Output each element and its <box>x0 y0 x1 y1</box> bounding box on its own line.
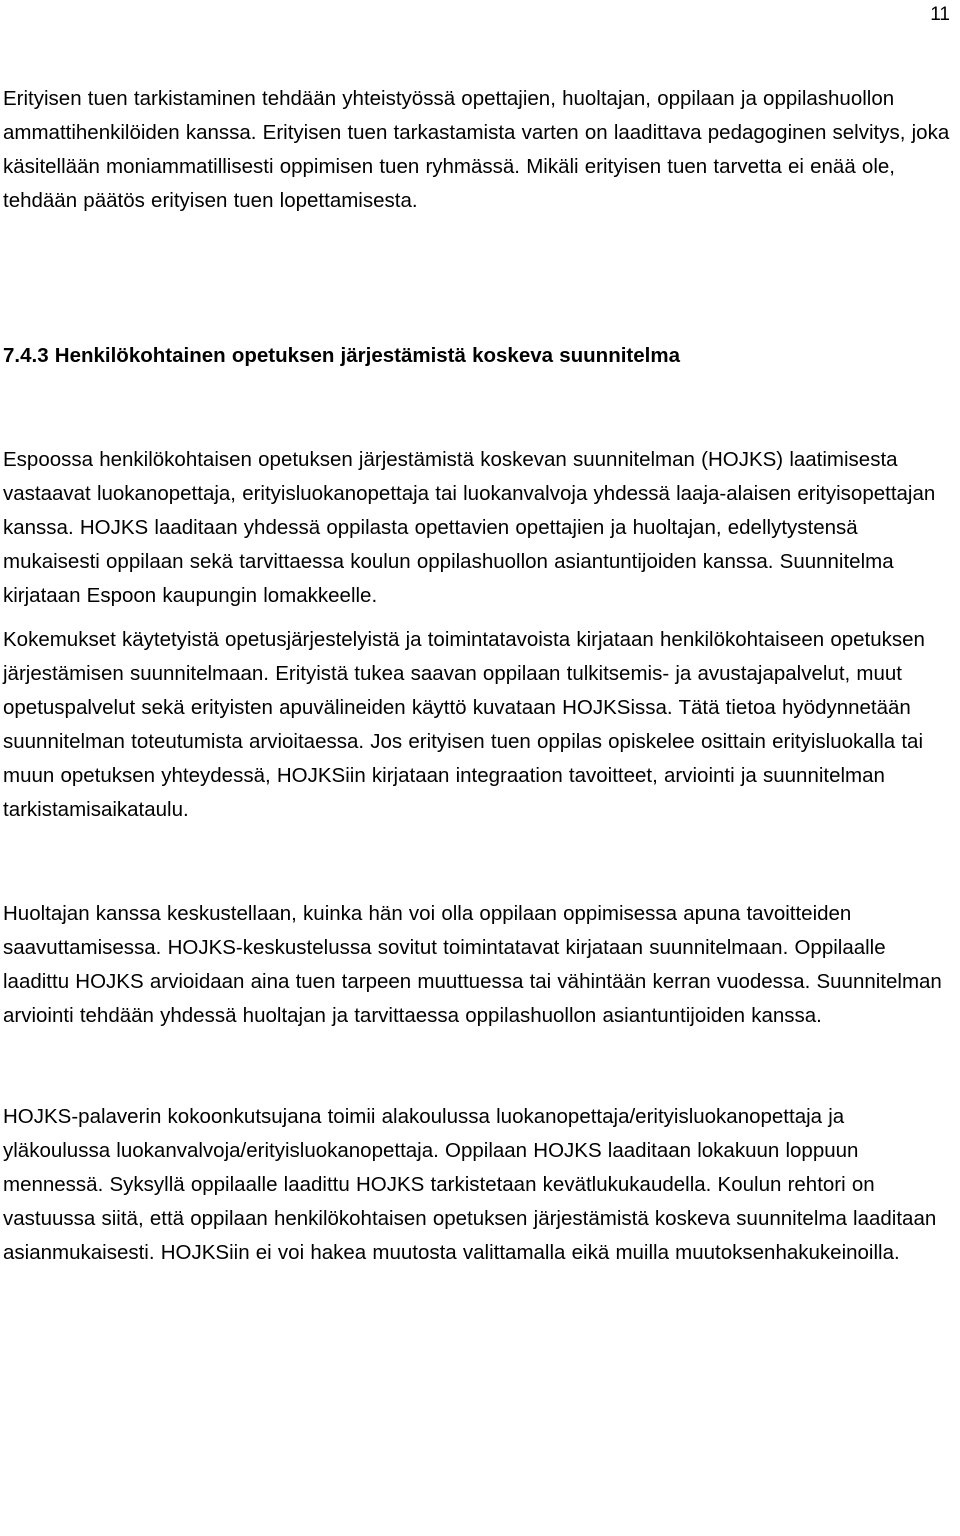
paragraph-guardian-discussion: Huoltajan kanssa keskustellaan, kuinka hän voi olla oppilaan oppimisessa apuna tavoitteiden saavuttamisessa. HOJKS-keskustelussa sovitut toimintatavat kirjataan suunnitelmaan. Oppilaalle laadittu HOJKS arvioidaan aina tuen tarpeen muuttuessa tai vähintään kerran vuodessa. Suunnitelman arviointi tehdään yhdessä huoltajan ja tarvittaessa oppilashuollon asiantuntijoiden kanssa. <box>3 902 942 1027</box>
paragraph-hojks-responsibility: Espoossa henkilökohtaisen opetuksen järjestämistä koskevan suunnitelman (HOJKS) laatimisesta vastaavat luokanopettaja, erityisluokanopettaja tai luokanvalvoja yhdessä laaja-alaisen erityisopettajan kanssa. HOJKS laaditaan yhdessä oppilasta opettavien opettajien ja huoltajan, edellytystensä mukaisesti oppilaan sekä tarvittaessa koulun oppilashuollon asiantuntijoiden kanssa. Suunnitelma kirjataan Espoon kaupungin lomakkeelle. <box>3 448 936 607</box>
paragraph-support-review: Erityisen tuen tarkistaminen tehdään yhteistyössä opettajien, huoltajan, oppilaan ja oppilashuollon ammattihenkilöiden kanssa. Erityisen tuen tarkastamista varten on laadittava pedagoginen selvitys, joka käsitellään moniammatillisesti oppimisen tuen ryhmässä. Mikäli erityisen tuen tarvetta ei enää ole, tehdään päätös erityisen tuen lopettamisesta. <box>3 87 950 212</box>
section-heading: 7.4.3 Henkilökohtainen opetuksen järjestämistä koskeva suunnitelma <box>3 344 680 367</box>
paragraph-hojks-meeting: HOJKS-palaverin kokoonkutsujana toimii alakoulussa luokanopettaja/erityisluokanopettaja ja yläkoulussa luokanvalvoja/erityisluokanopettaja. Oppilaan HOJKS laaditaan lokakuun loppuun mennessä. Syksyllä oppilaalle laadittu HOJKS tarkistetaan kevätlukukaudella. Koulun rehtori on vastuussa siitä, että oppilaan henkilökohtaisen opetuksen järjestämistä koskeva suunnitelma laaditaan asianmukaisesti. HOJKSiin ei voi hakea muutosta valittamalla eikä muilla muutoksenhakukeinoilla. <box>3 1105 937 1264</box>
paragraph-hojks-content: Kokemukset käytetyistä opetusjärjestelyistä ja toimintatavoista kirjataan henkilökohtaiseen opetuksen järjestämisen suunnitelmaan. Erityistä tukea saavan oppilaan tulkitsemis- ja avustajapalvelut, muut opetuspalvelut sekä erityisten apuvälineiden käyttö kuvataan HOJKSissa. Tätä tietoa hyödynnetään suunnitelman toteutumista arvioitaessa. Jos erityisen tuen oppilas opiskelee osittain erityisluokalla tai muun opetuksen yhteydessä, HOJKSiin kirjataan integraation tavoitteet, arviointi ja suunnitelman tarkistamisaikataulu. <box>3 628 925 821</box>
document-body <box>3 82 955 1270</box>
page-number: 11 <box>930 4 950 25</box>
